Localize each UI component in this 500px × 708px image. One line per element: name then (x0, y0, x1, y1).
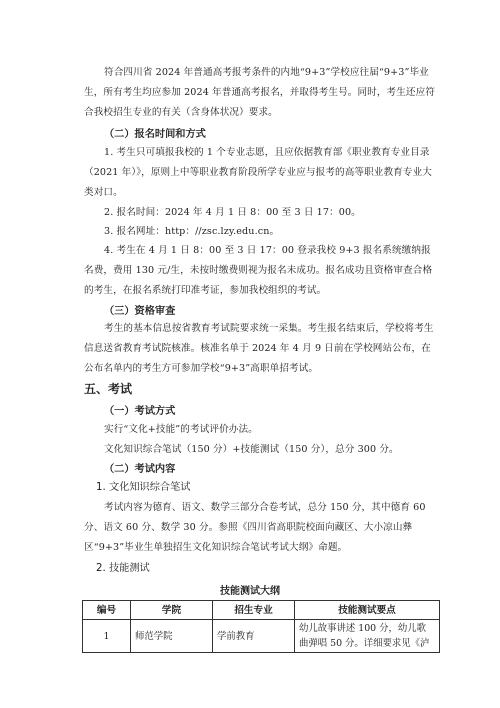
skill-test-table (82, 600, 440, 653)
culture-exam-heading: 1. 文化知识综合笔试 (96, 482, 191, 493)
cell-number: 1 (83, 620, 131, 653)
table-row (83, 620, 440, 653)
cell-major: 学前教育 (213, 620, 295, 653)
table-header-row (83, 601, 440, 620)
registration-item-3: 3. 报名网址：http：//zsc.lzy.edu.cn。 (104, 226, 280, 237)
exam-score-text: 文化知识综合笔试（150 分）+技能测试（150 分），总分 300 分。 (104, 444, 399, 455)
registration-item-1: 1. 考生只可填报我校的 1 个专业志愿，且应依据教育部《职业教育专业目录（2021 年）》，原则上中等职业教育阶段所学专业应与报考的高等职业教育专业大类对口。 (84, 147, 432, 198)
registration-item-2: 2. 报名时间：2024 年 4 月 1 日 8：00 至 3 日 17：00。 (104, 207, 361, 218)
exam-method-heading: （一）考试方式 (104, 406, 176, 417)
review-paragraph: 考生的基本信息按省教育考试院要求统一采集。考生报名结束后，学校将考生信息送省教育考试院核准。核准名单于 2024 年 4 月 9 日前在学校网站公布，在公布名单内的考生方可参加学校“9+3”高职单招考试。 (84, 323, 434, 374)
header-number: 编号 (83, 601, 131, 620)
intro-paragraph: 符合四川省 2024 年普通高考报考条件的内地“9+3”学校应往届“9+3”毕业生，所有考生均应参加 2024 年普通高考报名，并取得考生号。同时，考生还应符合我校招生专业的有关（含身体状况）要求。 (84, 67, 436, 118)
cell-test-points: 幼儿故事讲述 100 分，幼儿歌曲弹唱 50 分。详细要求见《泸 (295, 620, 440, 653)
section-heading-registration: （二）报名时间和方式 (104, 129, 206, 140)
header-college: 学院 (131, 601, 213, 620)
culture-exam-paragraph: 考试内容为德育、语文、数学三部分合卷考试，总分 150 分，其中德育 60 分、语文 60 分、数学 30 分。参照《四川省高职院校面向藏区、大小凉山彝区“9+3”毕业生单独招生文化知识综合笔试考试大纲》命题。 (84, 502, 426, 553)
skill-test-heading: 2. 技能测试 (96, 563, 150, 574)
cell-college: 师范学院 (131, 620, 213, 653)
exam-content-heading: （二）考试内容 (104, 464, 176, 475)
header-major: 招生专业 (213, 601, 295, 620)
table-title: 技能测试大纲 (220, 586, 280, 597)
section-heading-review: （三）资格审查 (104, 306, 176, 317)
exam-method-text: 实行“文化+技能”的考试评价办法。 (104, 424, 258, 435)
chapter-heading-exam: 五、考试 (84, 382, 133, 396)
registration-item-4: 4. 考生在 4 月 1 日 8：00 至 3 日 17：00 登录我校 9+3 报名系统缴纳报名费，费用 130 元/生，未按时缴费则视为报名未成功。报名成功且资格审查合格的考生，在报名系统打印准考证，参加我校组织的考试。 (84, 245, 433, 296)
header-test-points: 技能测试要点 (295, 601, 440, 620)
